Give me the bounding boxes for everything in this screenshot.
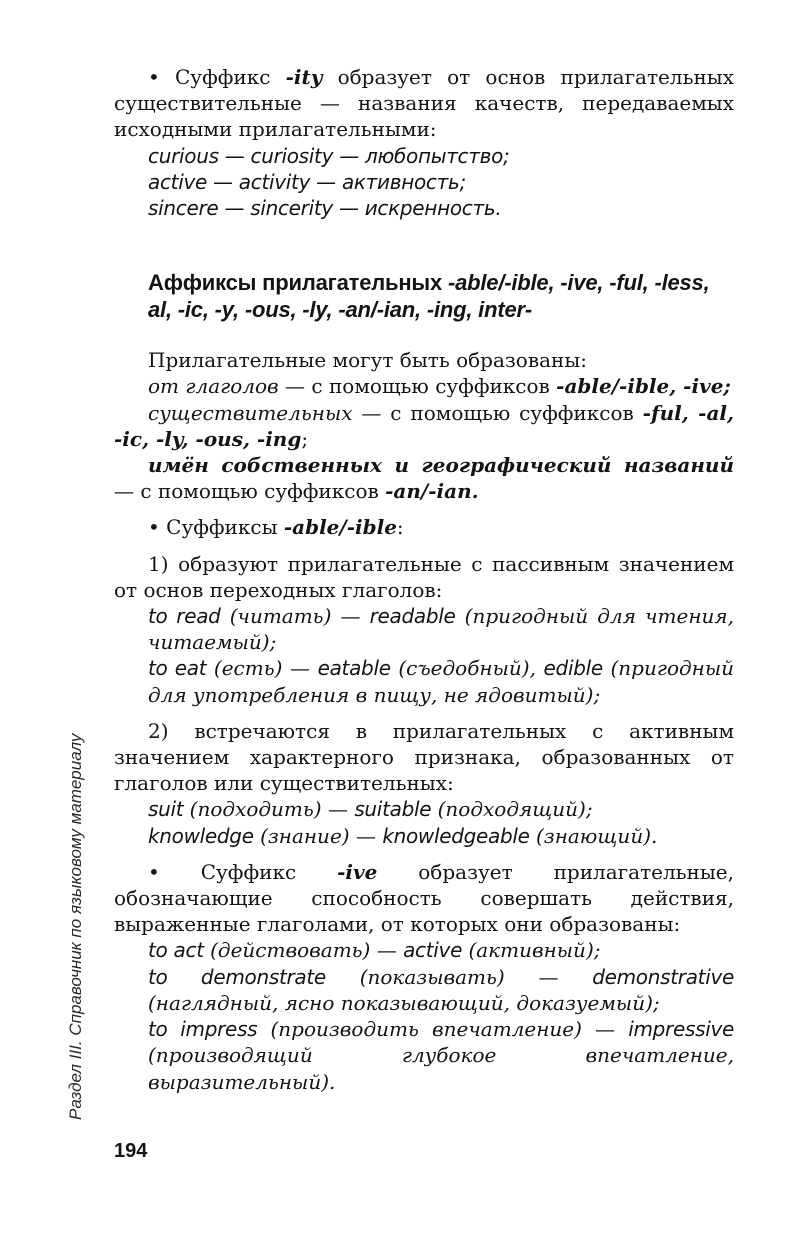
page-number: 194 xyxy=(114,1140,148,1162)
ity-paragraph: • Суффикс -ity образует от основ прилагательных существительные — названия качеств, передаваемых исходными прилагательными: xyxy=(114,65,735,142)
ive-paragraph: • Суффикс -ive образует прилагательные, обозначающие способность совершать действия, выраженные глаголами, от которых они образованы: xyxy=(114,859,734,937)
ive-example-act: to act (действовать) — active (активный); xyxy=(148,938,601,963)
formed-nouns: существительных — с помощью суффиксов -ful, -al, -ic, -ly, -ous, -ing; xyxy=(114,400,734,451)
able-example-read: to read (читать) — readable (пригодный для чтения, читаемый); xyxy=(148,604,734,655)
formed-verbs: от глаголов — с помощью суффиксов -able/-ible, -ive; xyxy=(148,374,731,399)
side-caption: Раздел III. Справочник по языковому материалу xyxy=(66,733,85,1120)
able-title: • Суффиксы -able/-ible: xyxy=(148,515,404,540)
ity-example-3: sincere — sincerity — искренность. xyxy=(148,196,502,221)
able-example-suit: suit (подходить) — suitable (подходящий); xyxy=(148,797,593,822)
able-example-eat: to eat (есть) — eatable (съедобный), edible (пригодный для употребления в пищу, не ядовитый); xyxy=(148,656,735,707)
formed-intro: Прилагательные могут быть образованы: xyxy=(148,348,588,373)
ity-example-1: curious — curiosity — любопытство; xyxy=(148,143,510,168)
ity-example-2: active — activity — активность; xyxy=(148,169,466,194)
able-example-knowledge: knowledge (знание) — knowledgeable (знающий). xyxy=(148,823,658,848)
able-point-2: 2) встречаются в прилагательных с активным значением характерного признака, образованных от глаголов или существительных: xyxy=(114,718,734,796)
formed-proper-names: имён собственных и географический названий — с помощью суффиксов -an/-ian. xyxy=(114,453,734,504)
ive-example-impress: to impress (производить впечатление) — impressive (производящий глубокое впечатление, выразительный). xyxy=(148,1017,735,1094)
page-body xyxy=(114,64,734,1095)
able-point-1: 1) образуют прилагательные с пассивным значением от основ переходных глаголов: xyxy=(114,551,734,602)
ive-example-demonstrate: to demonstrate (показывать) — demonstrative (наглядный, ясно показывающий, доказуемый); xyxy=(148,964,734,1015)
section-heading: Аффиксы прилагательных -able/-ible, -ive, -ful, -less, al, -ic, -y, -ous, -ly, -an/-ian, -ing, inter- xyxy=(148,270,710,323)
